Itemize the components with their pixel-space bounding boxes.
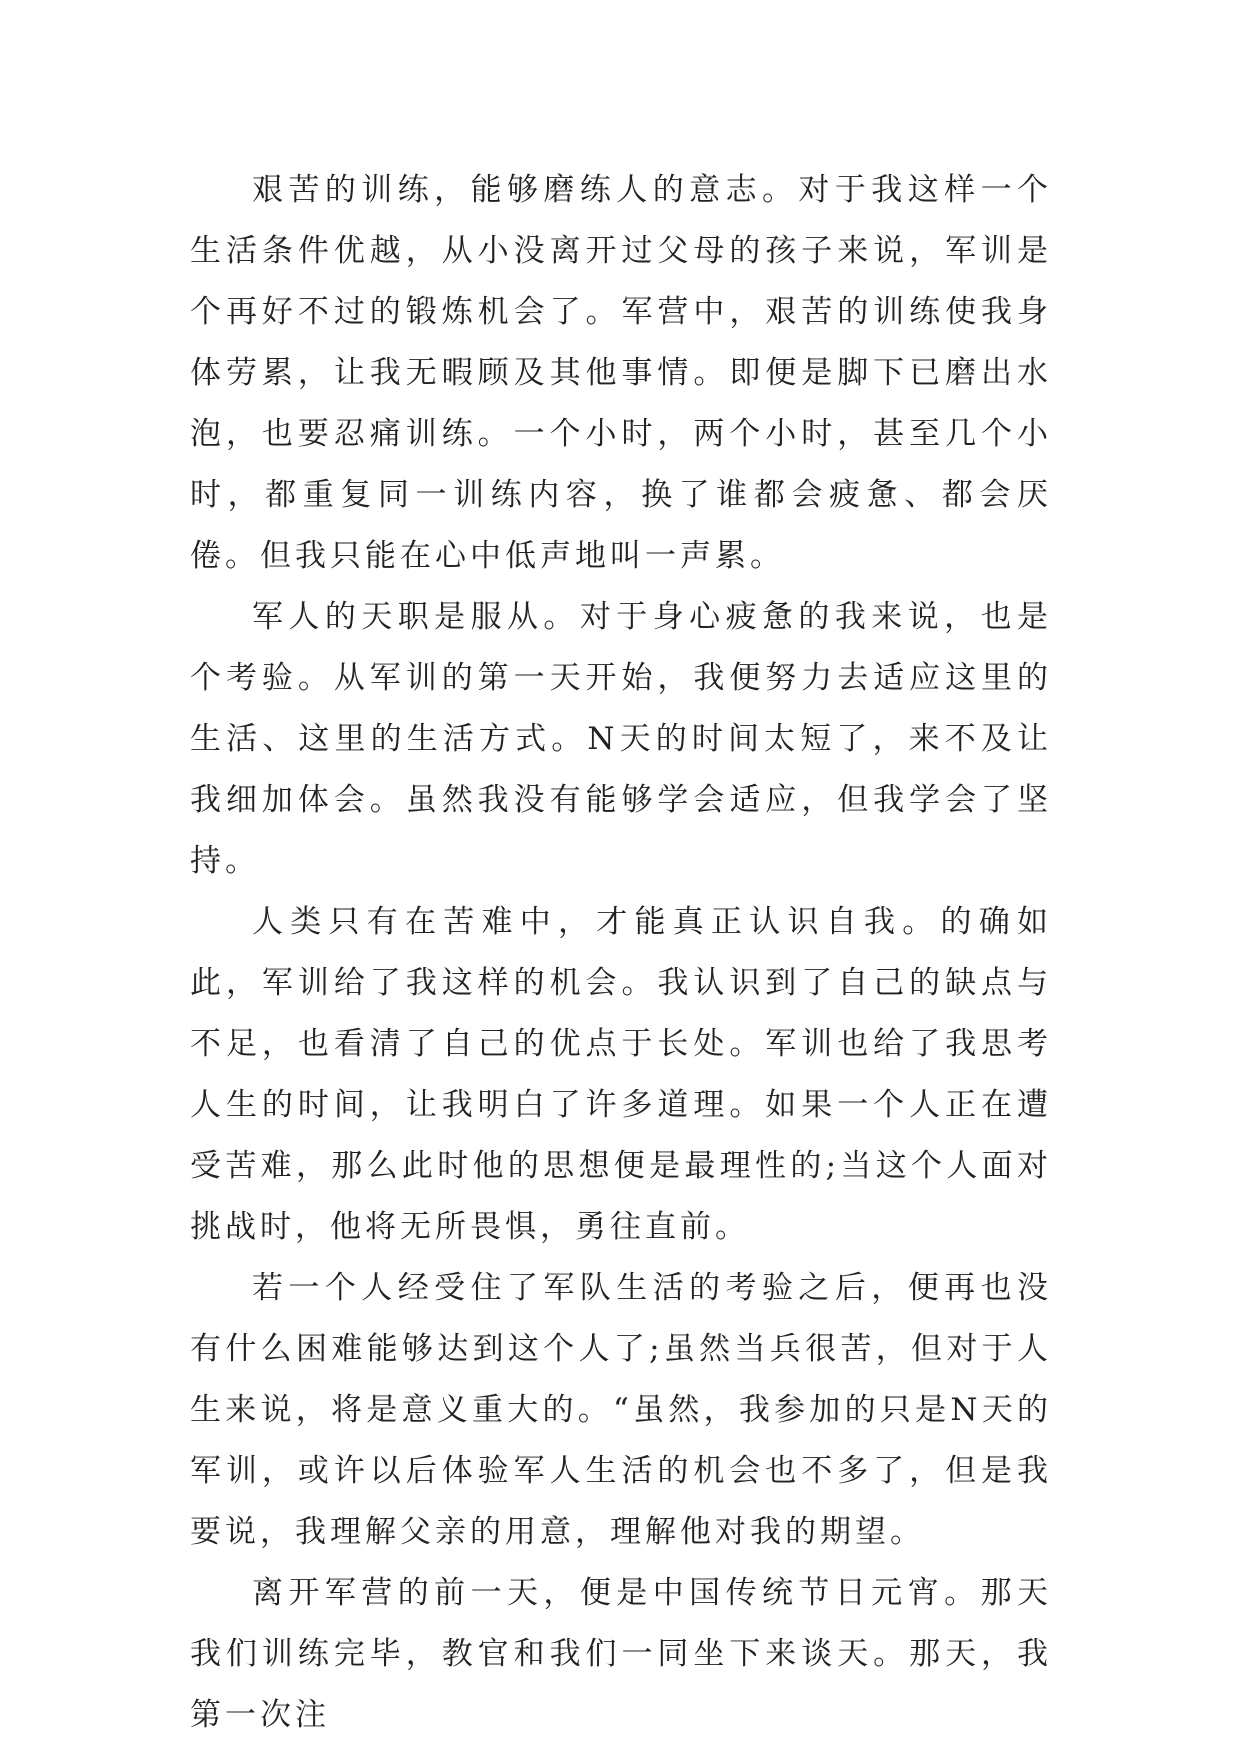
paragraph-5: 离开军营的前一天，便是中国传统节日元宵。那天我们训练完毕，教官和我们一同坐下来谈天。那天，我第一次注	[190, 1575, 1052, 1733]
paragraph-2: 军人的天职是服从。对于身心疲惫的我来说，也是个考验。从军训的第一天开始，我便努力去适应这里的生活、这里的生活方式。N天的时间太短了，来不及让我细加体会。虽然我没有能够学会适应，但我学会了坚持。	[190, 599, 1052, 879]
paragraph-1: 艰苦的训练，能够磨练人的意志。对于我这样一个生活条件优越，从小没离开过父母的孩子来说，军训是个再好不过的锻炼机会了。军营中，艰苦的训练使我身体劳累，让我无暇顾及其他事情。即便是脚下已磨出水泡，也要忍痛训练。一个小时，两个小时，甚至几个小时，都重复同一训练内容，换了谁都会疲惫、都会厌倦。但我只能在心中低声地叫一声累。	[190, 172, 1052, 574]
paragraph-3: 人类只有在苦难中，才能真正认识自我。的确如此，军训给了我这样的机会。我认识到了自己的缺点与不足，也看清了自己的优点于长处。军训也给了我思考人生的时间，让我明白了许多道理。如果一个人正在遭受苦难，那么此时他的思想便是最理性的;当这个人面对挑战时，他将无所畏惧，勇往直前。	[190, 904, 1052, 1245]
paragraph-4: 若一个人经受住了军队生活的考验之后，便再也没有什么困难能够达到这个人了;虽然当兵很苦，但对于人生来说，将是意义重大的。“虽然，我参加的只是N天的军训，或许以后体验军人生活的机会也不多了，但是我要说，我理解父亲的用意，理解他对我的期望。	[190, 1270, 1052, 1550]
body-text	[190, 160, 1052, 1746]
